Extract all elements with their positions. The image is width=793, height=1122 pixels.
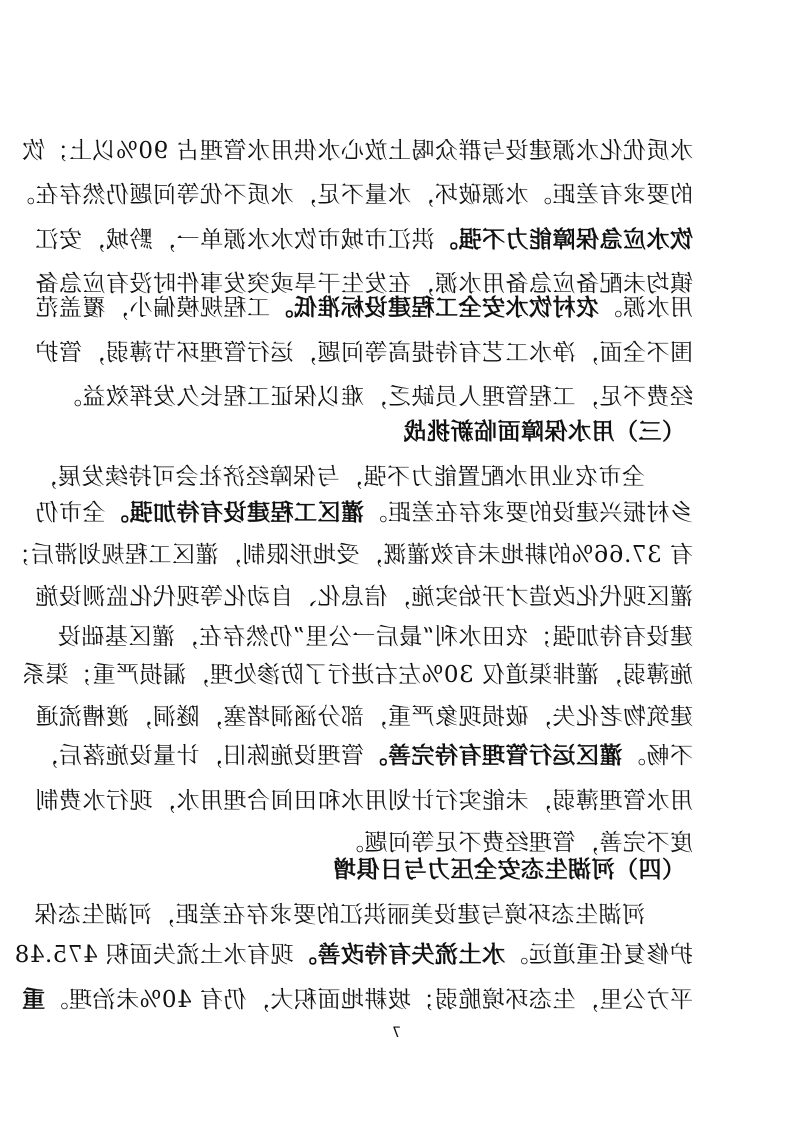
line-text: 的要求有差距。水源破坏，水量不足，水质不优等问题仍然存在。: [11, 182, 693, 208]
line-text: 度不完善，管理经费不足等问题。: [340, 830, 693, 856]
line-text: 经费不足，工程管理人员缺乏，难以保证工程长久发挥效益。: [58, 384, 693, 410]
text-line: [35, 293, 693, 323]
line-text: 全市农业用水配置能力不强，与保障经济社会可持续发展，: [34, 464, 645, 490]
line-text: 平方公里，生态环境脆弱；坡耕地面积大，仍有 40%未治理。: [45, 987, 693, 1013]
line-text: 工程规模偏小，覆盖范: [35, 295, 270, 321]
text-line: [34, 462, 645, 492]
line-text: 镇均未配备应急备用水源，在发生干旱或突发事件时没有应急备: [35, 271, 693, 297]
bold-phrase: 灌区运行管理有待完善。: [364, 742, 623, 769]
text-line: [35, 702, 693, 732]
line-text: 建设有待加强；农田水利“最后一公里”仍然存在，灌区基础设: [57, 624, 693, 650]
text-line: [35, 225, 693, 255]
line-text: 管理设施陈旧，计量设施落后，: [35, 743, 364, 769]
text-line: [21, 136, 693, 166]
text-line: [6, 540, 693, 570]
text-line: [93, 828, 693, 858]
text-line: [34, 900, 645, 930]
text-line: [58, 382, 693, 412]
bold-phrase: 灌区工程建设有待加强。: [105, 499, 364, 526]
line-text: 河湖生态环境与建设美丽洪江的要求存在差距，河湖生态保: [34, 902, 645, 928]
line-text: 水质优化水源建设与群众喝上放心水供用水管理占 90%以上；饮: [21, 138, 693, 164]
line-text: 乡村振兴建设的要求存在差距。: [364, 500, 693, 526]
heading-text: （三）用水保障面临新挑战: [403, 418, 685, 445]
text-line: [35, 338, 693, 368]
line-text: 建筑物老化失，破损现象严重，部分涵洞堵塞，隧洞，渡槽流通: [35, 704, 693, 730]
line-text: 现有水土流失面积 475.48: [14, 942, 294, 968]
line-text: 灌区现代化改造才开始实施，信息化、自动化等现代化监测设施: [35, 584, 693, 610]
bold-phrase: 水土流失有待改善。: [293, 941, 505, 968]
text-line: [57, 622, 693, 652]
line-text: 施薄弱，灌排渠道仅 30%左右进行了防渗处理，漏损严重；渠系: [21, 662, 693, 688]
text-line: [14, 940, 693, 970]
section-heading: [85, 417, 685, 447]
text-line: [21, 660, 693, 690]
bold-phrase: 饮水应急保障能力不强。: [434, 226, 693, 253]
line-text: 不畅。: [622, 743, 693, 769]
page-number-text: 7: [392, 1025, 401, 1041]
bold-phrase: 重: [21, 986, 46, 1013]
line-text: 用水管理薄弱，未能实行计划用水和田间合理用水，现行水费制: [35, 788, 693, 814]
text-line: [35, 741, 693, 771]
line-text: 围不全面，净水工艺有待提高等问题，运行管理环节薄弱，管护: [35, 340, 693, 366]
line-text: 全市仍: [35, 500, 106, 526]
bold-phrase: 农村饮水安全工程建设标准低。: [270, 294, 599, 321]
text-line: [35, 498, 693, 528]
page-number: [0, 1025, 793, 1041]
heading-text: （四）河湖生态安全压力与日俱增: [332, 856, 685, 883]
text-line: [21, 985, 693, 1015]
text-line: [11, 180, 693, 210]
line-text: 有 37.66%的耕地未有效灌溉，受地形限制，灌区工程规划滞后；: [6, 542, 693, 568]
section-heading: [85, 855, 685, 885]
line-text: 用水源。: [599, 295, 693, 321]
line-text: 护修复任重道远。: [505, 942, 693, 968]
text-line: [35, 786, 693, 816]
line-text: 洪江市城市饮水水源单一，黔城，安江: [35, 227, 435, 253]
text-line: [35, 582, 693, 612]
